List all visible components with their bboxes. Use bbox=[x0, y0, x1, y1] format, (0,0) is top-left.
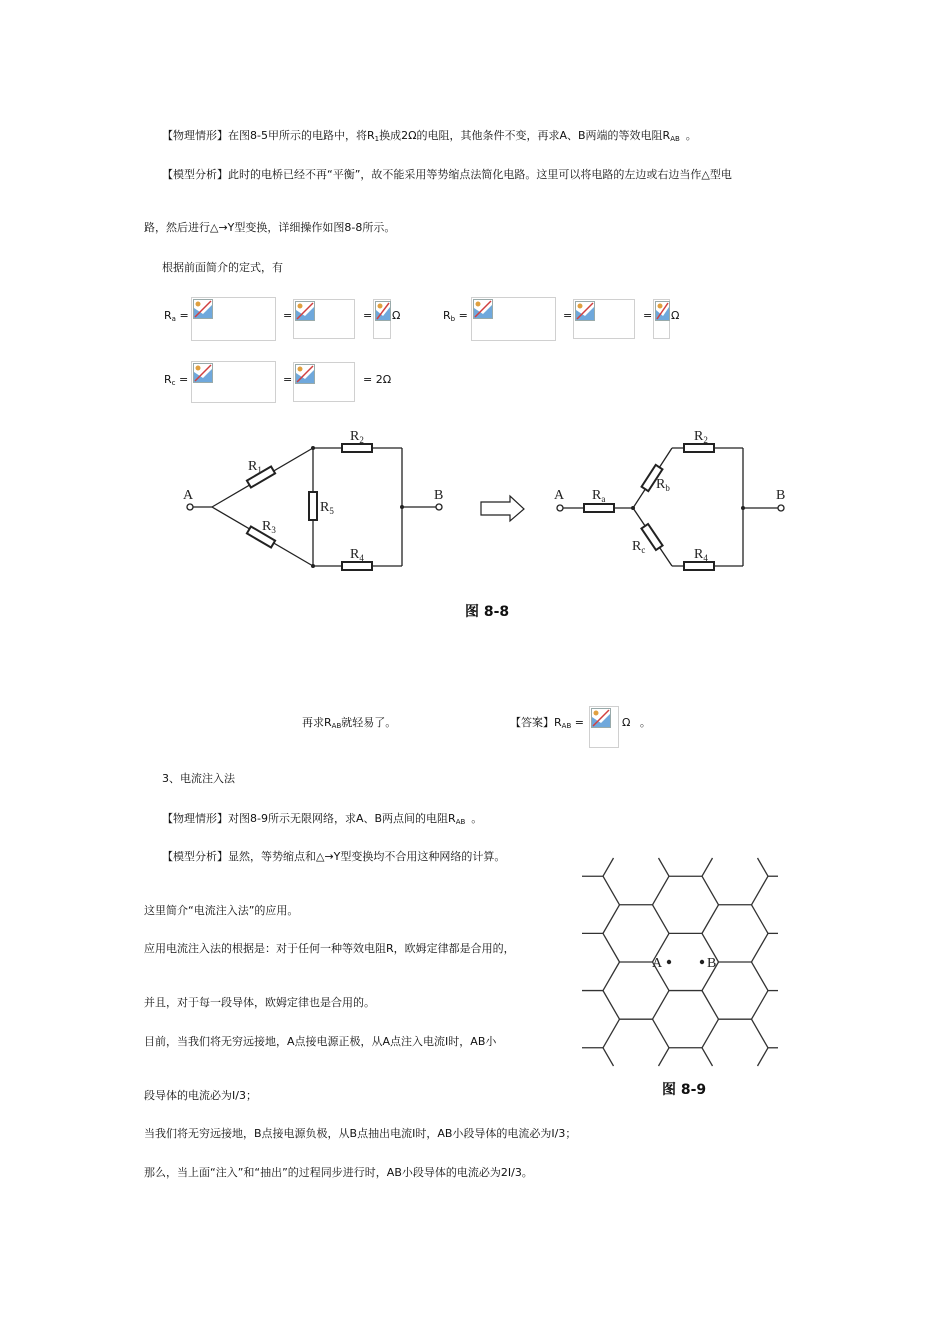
model-analysis-2: 【模型分析】显然，等势缩点和△→Y型变换均不合用这种网络的计算。 bbox=[162, 850, 506, 863]
body-text: 应用电流注入法的根据是：对于任何一种等效电阻R，欧姆定律都是合用的， bbox=[144, 942, 515, 955]
answer-label: 【答案】RAB = bbox=[510, 716, 584, 730]
label-ra: $R_a$ bbox=[592, 488, 606, 504]
body-text: 这里简介“电流注入法”的应用。 bbox=[144, 904, 299, 917]
model-analysis-line2: 路，然后进行△→Y型变换，详细操作如图8-8所示。 bbox=[144, 221, 396, 234]
equals-sign: = bbox=[283, 309, 293, 322]
label-b-hex: B bbox=[707, 956, 717, 971]
rb-unit: Ω bbox=[671, 309, 680, 322]
label-r2: $R_2$ bbox=[350, 429, 364, 445]
rab-easy-text: 再求RAB就轻易了。 bbox=[302, 716, 397, 730]
body-text: 当我们将无穷远接地，B点接电源负极，从B点抽出电流I时，AB小段导体的电流必为I/3； bbox=[144, 1127, 577, 1140]
label-a-right: A bbox=[554, 488, 565, 503]
rc-result: = 2Ω bbox=[363, 373, 392, 386]
label-r3: $R_3$ bbox=[262, 519, 276, 535]
node-b bbox=[700, 960, 704, 964]
answer-unit: Ω 。 bbox=[622, 716, 651, 729]
body-text: 目前，当我们将无穷远接地，A点接电源正极，从A点注入电流I时，AB小 bbox=[144, 1035, 497, 1048]
figure-8-8-caption: 图 8-8 bbox=[465, 604, 510, 620]
equals-sign: = bbox=[563, 309, 573, 322]
rc-label: Rc = bbox=[164, 373, 189, 387]
equals-sign: = bbox=[283, 373, 293, 386]
label-rc: $R_c$ bbox=[632, 539, 646, 555]
model-analysis-line1: 【模型分析】此时的电桥已经不再“平衡”，故不能采用等势缩点法简化电路。这里可以将电路的左边或右边当作△型电 bbox=[162, 168, 732, 181]
equals-sign: = bbox=[643, 309, 653, 322]
label-a-left: A bbox=[183, 488, 194, 503]
label-rb: $R_b$ bbox=[656, 477, 670, 493]
equals-sign: = bbox=[363, 309, 373, 322]
label-b-right: B bbox=[776, 488, 786, 503]
ra-label: Ra = bbox=[164, 309, 189, 323]
label-r1: $R_1$ bbox=[248, 459, 262, 475]
label-r2-right: $R_2$ bbox=[694, 429, 708, 445]
body-text: 并且，对于每一段导体，欧姆定律也是合用的。 bbox=[144, 996, 375, 1009]
figure-8-9-caption: 图 8-9 bbox=[662, 1082, 707, 1098]
body-text: 段导体的电流必为I/3； bbox=[144, 1089, 257, 1102]
formula-intro: 根据前面简介的定式，有 bbox=[162, 261, 283, 274]
rb-label: Rb = bbox=[443, 309, 468, 323]
label-b-left: B bbox=[434, 488, 444, 503]
ra-unit: Ω bbox=[392, 309, 401, 322]
label-r4: $R_4$ bbox=[350, 547, 364, 563]
problem-statement-1: 【物理情形】在图8-5甲所示的电路中，将R1换成2Ω的电阻，其他条件不变，再求A、B两端的等效电阻RAB 。 bbox=[162, 129, 697, 143]
label-r4-right: $R_4$ bbox=[694, 547, 708, 563]
section-3-heading: 3、电流注入法 bbox=[162, 772, 235, 785]
label-r5: $R_5$ bbox=[320, 500, 334, 516]
body-text: 那么，当上面“注入”和“抽出”的过程同步进行时，AB小段导体的电流必为2I/3。 bbox=[144, 1166, 533, 1179]
label-a-hex: A bbox=[652, 956, 663, 971]
node-a bbox=[667, 960, 671, 964]
problem-statement-2: 【物理情形】对图8-9所示无限网络，求A、B两点间的电阻RAB 。 bbox=[162, 812, 483, 826]
